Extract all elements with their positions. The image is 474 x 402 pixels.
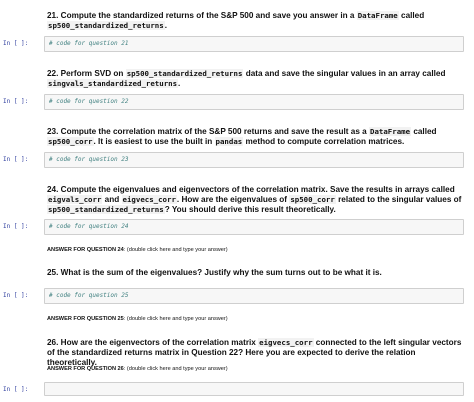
markdown-cell-q23[interactable]: [47, 127, 465, 147]
code-cell-q25[interactable]: [44, 288, 464, 304]
input-prompt-q25: In [ ]:: [3, 292, 29, 299]
input-prompt-q21: In [ ]:: [3, 40, 29, 47]
code-cell-q23[interactable]: [44, 152, 464, 168]
input-prompt-q22: In [ ]:: [3, 98, 29, 105]
answer-24-text: ANSWER FOR QUESTION 24: (double click here and type your answer): [47, 247, 228, 253]
code-singvals-standardized-returns: singvals_standardized_returns: [48, 79, 178, 88]
answer-cell-q25[interactable]: [47, 316, 465, 323]
input-prompt-q26: In [ ]:: [3, 386, 29, 393]
code-comment-q22: # code for question 22: [49, 98, 129, 105]
code-sp500-standardized-returns: sp500_standardized_returns: [126, 69, 243, 78]
code-dataframe: DataFrame: [357, 11, 398, 20]
markdown-cell-q22[interactable]: [47, 69, 465, 89]
answer-25-text: ANSWER FOR QUESTION 25: (double click here and type your answer): [47, 316, 228, 322]
markdown-cell-q21[interactable]: [47, 11, 465, 31]
markdown-cell-q26[interactable]: [47, 338, 465, 368]
code-pandas: pandas: [215, 137, 243, 146]
question-21-heading: 21. Compute the standardized returns of the S&P 500 and save you answer in a DataFrame called sp500_standardized_returns.: [47, 11, 425, 30]
code-comment-q25: # code for question 25: [49, 292, 129, 299]
code-cell-q22[interactable]: [44, 94, 464, 110]
code-sp500-standardized-returns: sp500_standardized_returns: [48, 21, 164, 30]
input-prompt-q23: In [ ]:: [3, 156, 29, 163]
code-sp500-standardized-returns: sp500_standardized_returns: [48, 205, 164, 214]
input-prompt-q24: In [ ]:: [3, 223, 29, 230]
code-comment-q21: # code for question 21: [49, 40, 129, 47]
question-26-heading: 26. How are the eigenvectors of the correlation matrix eigvecs_corr connected to the left singular vectors of the standardized returns matrix in Question 22? Here you are expected to derive the relation theoretically.: [47, 338, 462, 367]
code-cell-q24[interactable]: [44, 219, 464, 235]
question-25-heading: 25. What is the sum of the eigenvalues? Justify why the sum turns out to be what it is.: [47, 268, 382, 277]
question-24-heading: 24. Compute the eigenvalues and eigenvectors of the correlation matrix. Save the results in arrays called eigvals_corr and eigvecs_corr. How are the eigenvalues of sp500_corr related to the singular values of sp500_standardized_returns? You should derive this result theoretically.: [47, 185, 462, 214]
answer-26-text: ANSWER FOR QUESTION 26: (double click here and type your answer): [47, 366, 228, 372]
markdown-cell-q24[interactable]: [47, 185, 465, 215]
question-23-heading: 23. Compute the correlation matrix of the S&P 500 returns and save the result as a DataFrame called sp500_corr. It is easiest to use the built in pandas method to compute correlation matrices.: [47, 127, 437, 146]
code-comment-q23: # code for question 23: [49, 156, 129, 163]
code-eigvecs-corr: eigvecs_corr: [122, 195, 176, 204]
code-sp500-corr: sp500_corr: [48, 137, 93, 146]
code-dataframe: DataFrame: [370, 127, 411, 136]
answer-cell-q24[interactable]: [47, 247, 465, 254]
question-22-heading: 22. Perform SVD on sp500_standardized_returns data and save the singular values in an array called singvals_standardized_returns.: [47, 69, 446, 88]
code-cell-q26[interactable]: [44, 382, 464, 396]
code-eigvecs-corr: eigvecs_corr: [259, 338, 313, 347]
answer-cell-q26[interactable]: [47, 366, 465, 373]
code-sp500-corr: sp500_corr: [290, 195, 335, 204]
code-cell-q21[interactable]: [44, 36, 464, 52]
markdown-cell-q25[interactable]: [47, 268, 465, 278]
code-comment-q24: # code for question 24: [49, 223, 129, 230]
code-eigvals-corr: eigvals_corr: [48, 195, 102, 204]
